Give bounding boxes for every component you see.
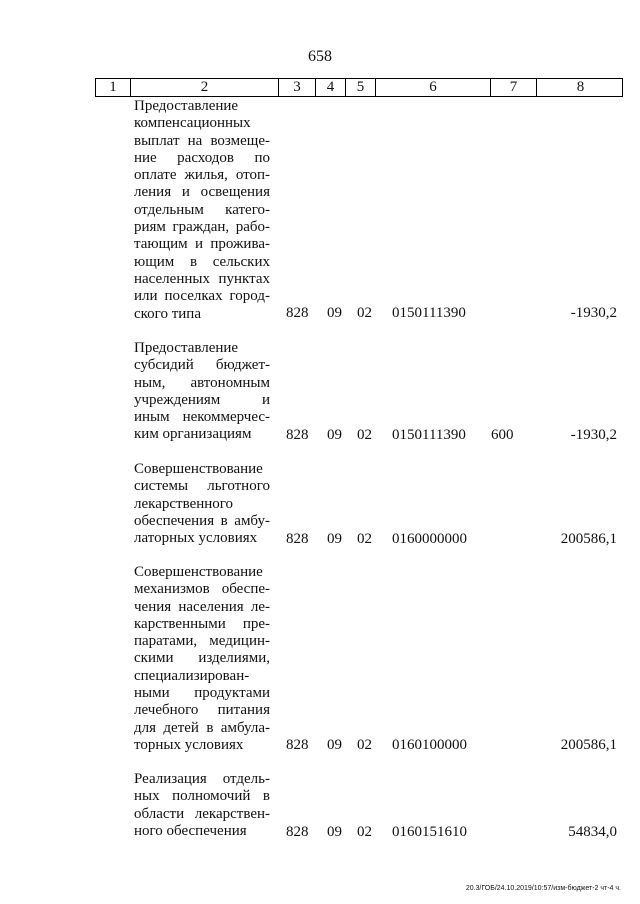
description-line: ние расходов по — [134, 149, 270, 166]
row-description — [134, 98, 270, 323]
cell-target-article: 0150111390 — [392, 305, 466, 321]
header-col-6: 6 — [376, 79, 491, 96]
cell-target-article: 0150111390 — [392, 427, 466, 443]
cell-section: 09 — [327, 824, 342, 840]
row-description — [134, 461, 270, 547]
description-line: паратами, медицин- — [134, 633, 270, 650]
description-line: ных полномочий в — [134, 788, 270, 805]
cell-amount: 54834,0 — [568, 824, 617, 840]
description-line: отдельным катего- — [134, 201, 270, 218]
description-line: выплат на возмеще- — [134, 132, 270, 149]
description-line: иным некоммерчес- — [134, 409, 270, 426]
cell-subsection: 02 — [357, 305, 372, 321]
cell-section: 09 — [327, 427, 342, 443]
cell-amount: 200586,1 — [560, 531, 617, 547]
description-line: области лекарствен- — [134, 805, 270, 822]
cell-subsection: 02 — [357, 427, 372, 443]
description-line: специализирован- — [134, 667, 250, 684]
description-line: Предоставление — [134, 98, 239, 114]
description-line: или поселках город- — [134, 288, 270, 305]
cell-section: 09 — [327, 737, 342, 753]
cell-amount: -1930,2 — [570, 427, 617, 443]
description-line: населенных пунктах — [134, 270, 270, 287]
description-line: латорных условиях — [134, 530, 258, 547]
description-line: обеспечения в амбу- — [134, 512, 270, 529]
cell-target-article: 0160151610 — [392, 824, 467, 840]
header-col-8: 8 — [576, 79, 585, 95]
description-line: лечебного питания — [134, 702, 270, 719]
cell-target-article: 0160000000 — [392, 531, 467, 547]
description-line: Совершенствование — [134, 564, 263, 580]
header-col-2: 2 — [131, 79, 279, 96]
description-line: системы льготного — [134, 478, 270, 495]
header-col-4: 4 — [316, 79, 346, 96]
description-line: ными продуктами — [134, 685, 270, 702]
header-col-5: 5 — [346, 79, 376, 96]
cell-ministry-code: 828 — [286, 427, 309, 443]
cell-amount: -1930,2 — [570, 305, 617, 321]
description-line: торных условиях — [134, 736, 244, 753]
description-line: лекарственного — [134, 495, 234, 512]
description-line: компенсационных — [134, 115, 251, 132]
row-description — [134, 564, 270, 754]
description-line: учреждениям и — [134, 391, 270, 408]
description-line: механизмов обеспе- — [134, 581, 270, 598]
document-footer: 20.3/ГОБ/24.10.2019/10:57/изм-бюджет-2 чт-4 ч. — [465, 885, 621, 892]
cell-ministry-code: 828 — [286, 737, 309, 753]
description-line: тающим и прожива- — [134, 236, 270, 253]
cell-expense-type: 600 — [491, 427, 514, 443]
cell-subsection: 02 — [357, 824, 372, 840]
row-description — [134, 340, 270, 444]
description-line: скими изделиями, — [134, 650, 270, 667]
description-line: ления и освещения — [134, 184, 270, 201]
header-col-7: 7 — [491, 79, 537, 96]
cell-section: 09 — [327, 305, 342, 321]
cell-section: 09 — [327, 531, 342, 547]
description-line: ным, автономным — [134, 374, 270, 391]
cell-ministry-code: 828 — [286, 305, 309, 321]
description-line: Реализация отдель- — [134, 771, 270, 787]
cell-subsection: 02 — [357, 737, 372, 753]
description-line: оплате жилья, отоп- — [134, 167, 270, 184]
cell-ministry-code: 828 — [286, 824, 309, 840]
header-col-3: 3 — [279, 79, 316, 96]
cell-ministry-code: 828 — [286, 531, 309, 547]
cell-target-article: 0160100000 — [392, 737, 467, 753]
description-line: ского типа — [134, 305, 201, 322]
description-line: Совершенствование — [134, 461, 263, 477]
cell-amount: 200586,1 — [560, 737, 617, 753]
header-col-1: 1 — [96, 79, 131, 96]
description-line: чения населения ле- — [134, 598, 270, 615]
row-description — [134, 771, 270, 840]
description-line: субсидий бюджет- — [134, 357, 270, 374]
description-line: карственными пре- — [134, 615, 270, 632]
description-line: риям граждан, рабо- — [134, 219, 270, 236]
cell-subsection: 02 — [357, 531, 372, 547]
table-header — [95, 78, 623, 97]
description-line: ющим в сельских — [134, 253, 270, 270]
page-number: 658 — [308, 48, 332, 65]
description-line: Предоставление — [134, 340, 239, 356]
description-line: ного обеспечения — [134, 822, 247, 839]
description-line: ким организациям — [134, 426, 252, 443]
description-line: для детей в амбула- — [134, 719, 270, 736]
